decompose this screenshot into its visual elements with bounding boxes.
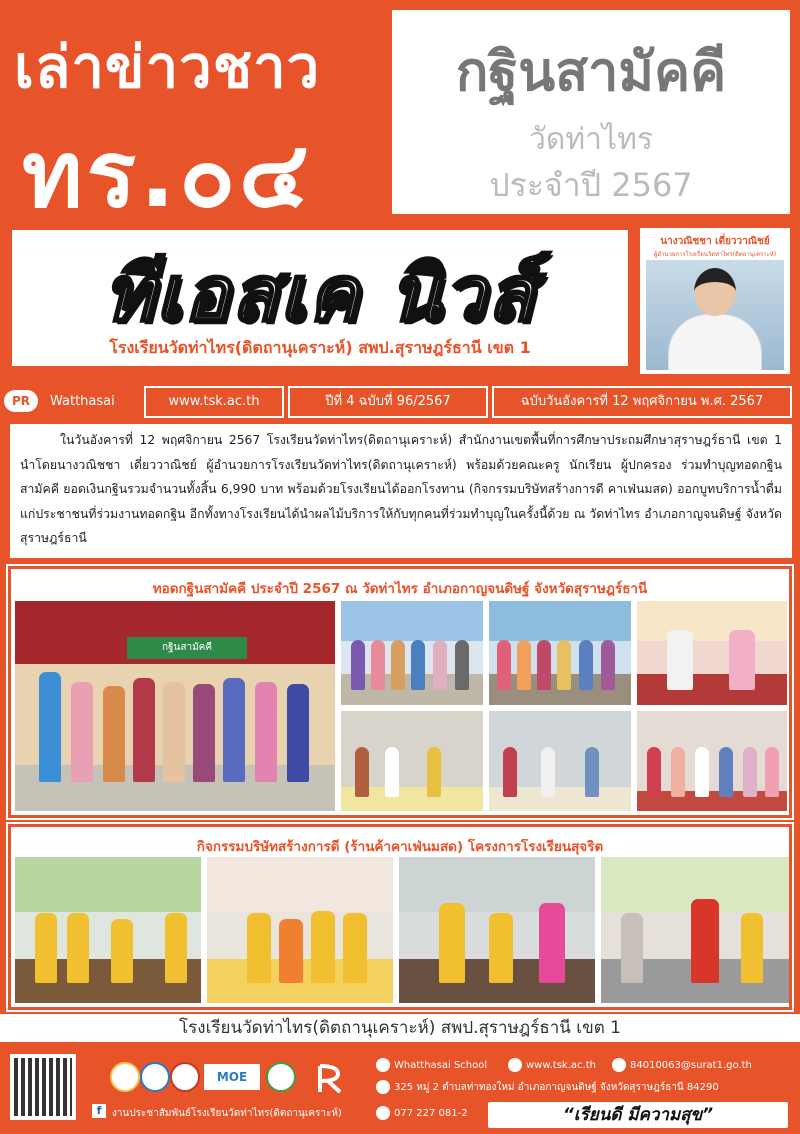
school-motto: “เรียนดี มีความสุข” [488,1102,788,1128]
photo-food-booth-1 [341,711,483,811]
web-link[interactable] [508,1058,596,1072]
banner-title: ทีเอสเค นิวส์ [103,249,537,338]
qr-code[interactable] [10,1054,76,1120]
header-event-panel [392,10,790,214]
email-label: 84010063@surat1.go.th [630,1060,752,1071]
facebook-icon: f [92,1104,106,1118]
director-figure-body [668,314,762,370]
newsletter-title-line2: ทร.๐๔ [22,121,313,228]
web-label: www.tsk.ac.th [526,1060,596,1071]
photo-cafe-4 [601,857,789,1003]
photo-cafe-1 [15,857,201,1003]
temple-sign: กฐินสามัคคี [127,637,247,659]
youtube-icon [376,1058,390,1072]
email-link[interactable] [612,1058,752,1072]
email-icon [612,1058,626,1072]
address-label: 325 หมู่ 2 ตำบลท่าทองใหม่ อำเภอกาญจนดิษฐ์ จังหวัดสุราษฎร์ธานี 84290 [394,1082,719,1093]
director-figure-head [694,268,736,316]
youtube-link[interactable] [376,1058,487,1072]
director-card [640,228,790,374]
newsletter-title-line1: เล่าข่าวชาว [14,33,321,101]
event-title: กฐินสามัคคี [455,40,727,103]
issue-date: ฉบับวันอังคารที่ 12 พฤศจิกายน พ.ศ. 2567 [492,386,792,418]
event-year: ประจำปี 2567 [489,166,693,204]
pr-label: Watthasai [50,394,115,409]
address [376,1080,719,1095]
phone [376,1106,468,1120]
school-logo-icon [110,1062,140,1092]
home-icon [376,1080,390,1094]
photo-parade [341,601,483,705]
photo-cafe-2 [207,857,393,1003]
photo-guests [637,711,787,811]
pr-badge: PR [4,390,38,412]
photo-procession [489,601,631,705]
youtube-label: Whatthasai School [394,1060,488,1071]
cafe-activity-gallery [8,824,792,1010]
article-body [10,424,792,558]
agency-logo-icon [266,1062,296,1092]
director-photo [646,260,784,370]
pr-logo-icon [316,1064,344,1094]
kathin-photo-gallery [8,566,792,818]
director-name: นางวณิชชา เดี่ยววาณิชย์ [660,236,770,247]
globe-icon [508,1058,522,1072]
photo-ceremony [637,601,787,705]
facebook-link[interactable]: งานประชาสัมพันธ์โรงเรียนวัดท่าไทร(ดิตถานุเคราะห์) [112,1108,342,1119]
footer-school-line: โรงเรียนวัดท่าไทร(ดิตถานุเคราะห์) สพป.สุราษฎร์ธานี เขต 1 [0,1014,800,1042]
phone-label: 077 227 081-2 [394,1108,468,1119]
issue-number: ปีที่ 4 ฉบับที่ 96/2567 [288,386,488,418]
gallery-title: ทอดกฐินสามัคคี ประจำปี 2567 ณ วัดท่าไทร อำเภอกาญจนดิษฐ์ จังหวัดสุราษฎร์ธานี [152,581,648,597]
obec-logo-icon [140,1062,170,1092]
district-logo-icon [170,1062,200,1092]
website-link[interactable]: www.tsk.ac.th [144,386,284,418]
photo-food-booth-2 [489,711,631,811]
article-paragraph: ในวันอังคารที่ 12 พฤศจิกายน 2567 โรงเรียนวัดท่าไทร(ดิตถานุเคราะห์) สำนักงานเขตพื้นที่การศึกษาประถมศึกษาสุราษฎร์ธานี เขต 1 นำโดยนางวณิชชา เดี่ยววาณิชย์ ผู้อำนวยการโรงเรียนวัดท่าไทร(ดิตถานุเคราะห์) พร้อมด้วยคณะครู นักเรียน ผู้ปกครอง ร่วมทำบุญทอดกฐินสามัคคี ยอดเงินกฐินรวมจำนวนทั้งสิ้น 6,990 บาท พร้อมด้วยโรงเรียนได้ออกโรงทาน (กิจกรรมบริษัทสร้างการดี คาเฟ่นมสด) ออกบูทบริการน้ำดื่ม แก่ประชาชนที่ร่วมงานทอดกฐิน อีกทั้งทางโรงเรียนได้นำผลไม้บริการให้กับทุกคนที่ร่วมทำบุญในครั้งนี้ด้วย ณ วัดท่าไทร อำเภอกาญจนดิษฐ์ จังหวัดสุราษฎร์ธานี [20,433,782,545]
banner-subtitle: โรงเรียนวัดท่าไทร(ดิตถานุเคราะห์) สพป.สุราษฎร์ธานี เขต 1 [109,338,531,357]
photo-group-temple [15,601,335,811]
news-banner [12,230,628,366]
header-left-panel [0,0,392,228]
director-role: ผู้อำนวยการโรงเรียนวัดท่าไทร(ดิตถานุเคราะห์) [653,251,777,258]
phone-icon [376,1106,390,1120]
moe-logo: MOE [204,1064,260,1090]
photo-cafe-3 [399,857,595,1003]
gallery-title: กิจกรรมบริษัทสร้างการดี (ร้านค้าคาเฟ่นมสด) โครงการโรงเรียนสุจริต [196,839,604,855]
event-place: วัดท่าไทร [529,122,653,157]
